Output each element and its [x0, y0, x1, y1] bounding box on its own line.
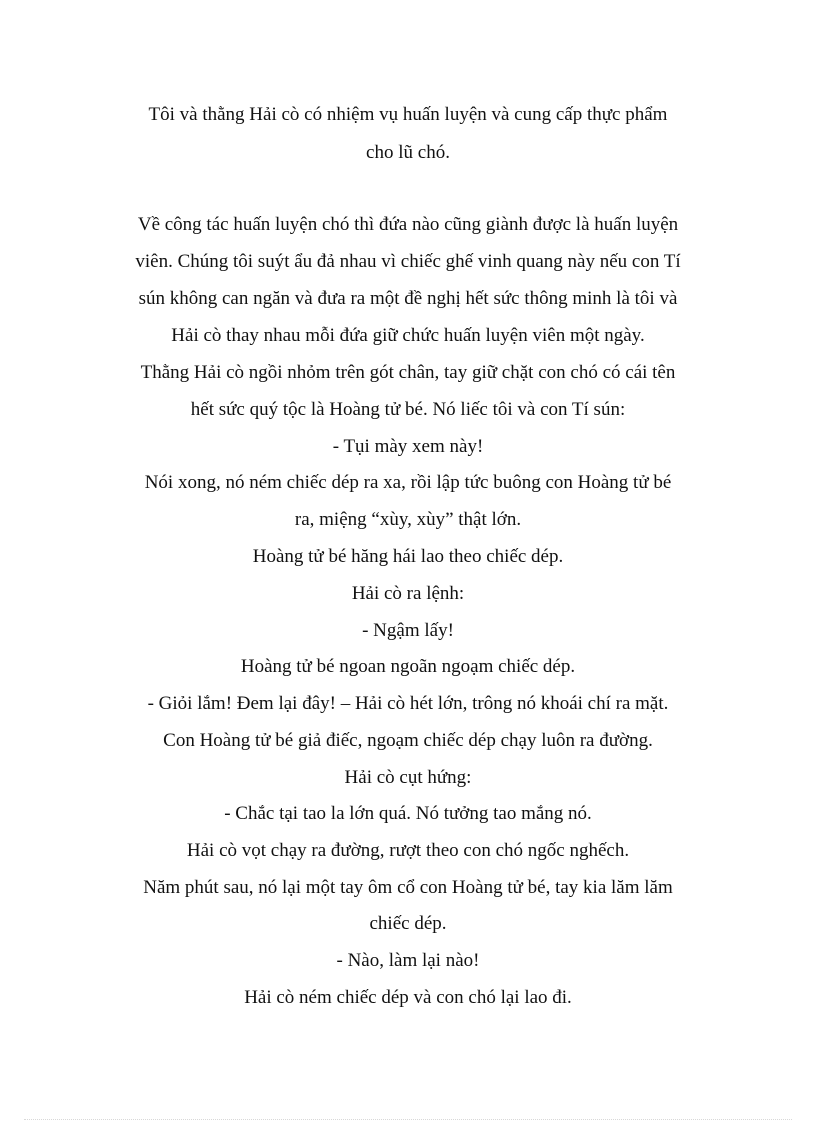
text-line: Hải cò ra lệnh:	[351, 583, 465, 604]
page-bottom-divider	[24, 1119, 792, 1120]
text-line: hết sức quý tộc là Hoàng tử bé. Nó liếc tôi và con Tí sún:	[190, 399, 626, 420]
text-line: Hải cò thay nhau mỗi đứa giữ chức huấn luyện viên một ngày.	[171, 325, 645, 346]
text-line: Hải cò vọt chạy ra đường, rượt theo con chó ngốc nghếch.	[186, 840, 630, 861]
text-line: Tôi và thằng Hải cò có nhiệm vụ huấn luyện và cung cấp thực phẩm	[148, 104, 668, 125]
text-line: - Giỏi lắm! Đem lại đây! – Hải cò hét lớn, trông nó khoái chí ra mặt.	[147, 693, 669, 714]
text-line: Nói xong, nó ném chiếc dép ra xa, rồi lập tức buông con Hoàng tử bé	[144, 472, 672, 493]
text-line: Thằng Hải cò ngồi nhỏm trên gót chân, tay giữ chặt con chó có cái tên	[140, 362, 676, 383]
text-line: - Chắc tại tao la lớn quá. Nó tưởng tao mắng nó.	[224, 803, 592, 824]
text-line: sún không can ngăn và đưa ra một đề nghị hết sức thông minh là tôi và	[138, 288, 678, 309]
text-line: Hoàng tử bé ngoan ngoãn ngoạm chiếc dép.	[240, 656, 576, 677]
text-line: Hải cò ném chiếc dép và con chó lại lao đi.	[244, 987, 572, 1008]
text-line: - Ngậm lấy!	[362, 620, 454, 641]
text-line: Về công tác huấn luyện chó thì đứa nào cũng giành được là huấn luyện	[137, 214, 679, 235]
text-line: Hoàng tử bé hăng hái lao theo chiếc dép.	[252, 546, 564, 567]
text-line: viên. Chúng tôi suýt ẩu đả nhau vì chiếc ghế vinh quang này nếu con Tí	[135, 251, 681, 272]
text-line: Con Hoàng tử bé giả điếc, ngoạm chiếc dép chạy luôn ra đường.	[163, 730, 653, 751]
text-line: - Tụi mày xem này!	[332, 436, 484, 457]
text-line: Hải cò cụt hứng:	[344, 767, 472, 788]
text-line: ra, miệng “xùy, xùy” thật lớn.	[294, 509, 522, 530]
text-line: Năm phút sau, nó lại một tay ôm cổ con Hoàng tử bé, tay kia lăm lăm	[143, 877, 673, 898]
text-line: chiếc dép.	[369, 913, 447, 934]
text-line: - Nào, làm lại nào!	[336, 950, 480, 971]
text-line: cho lũ chó.	[366, 142, 450, 163]
